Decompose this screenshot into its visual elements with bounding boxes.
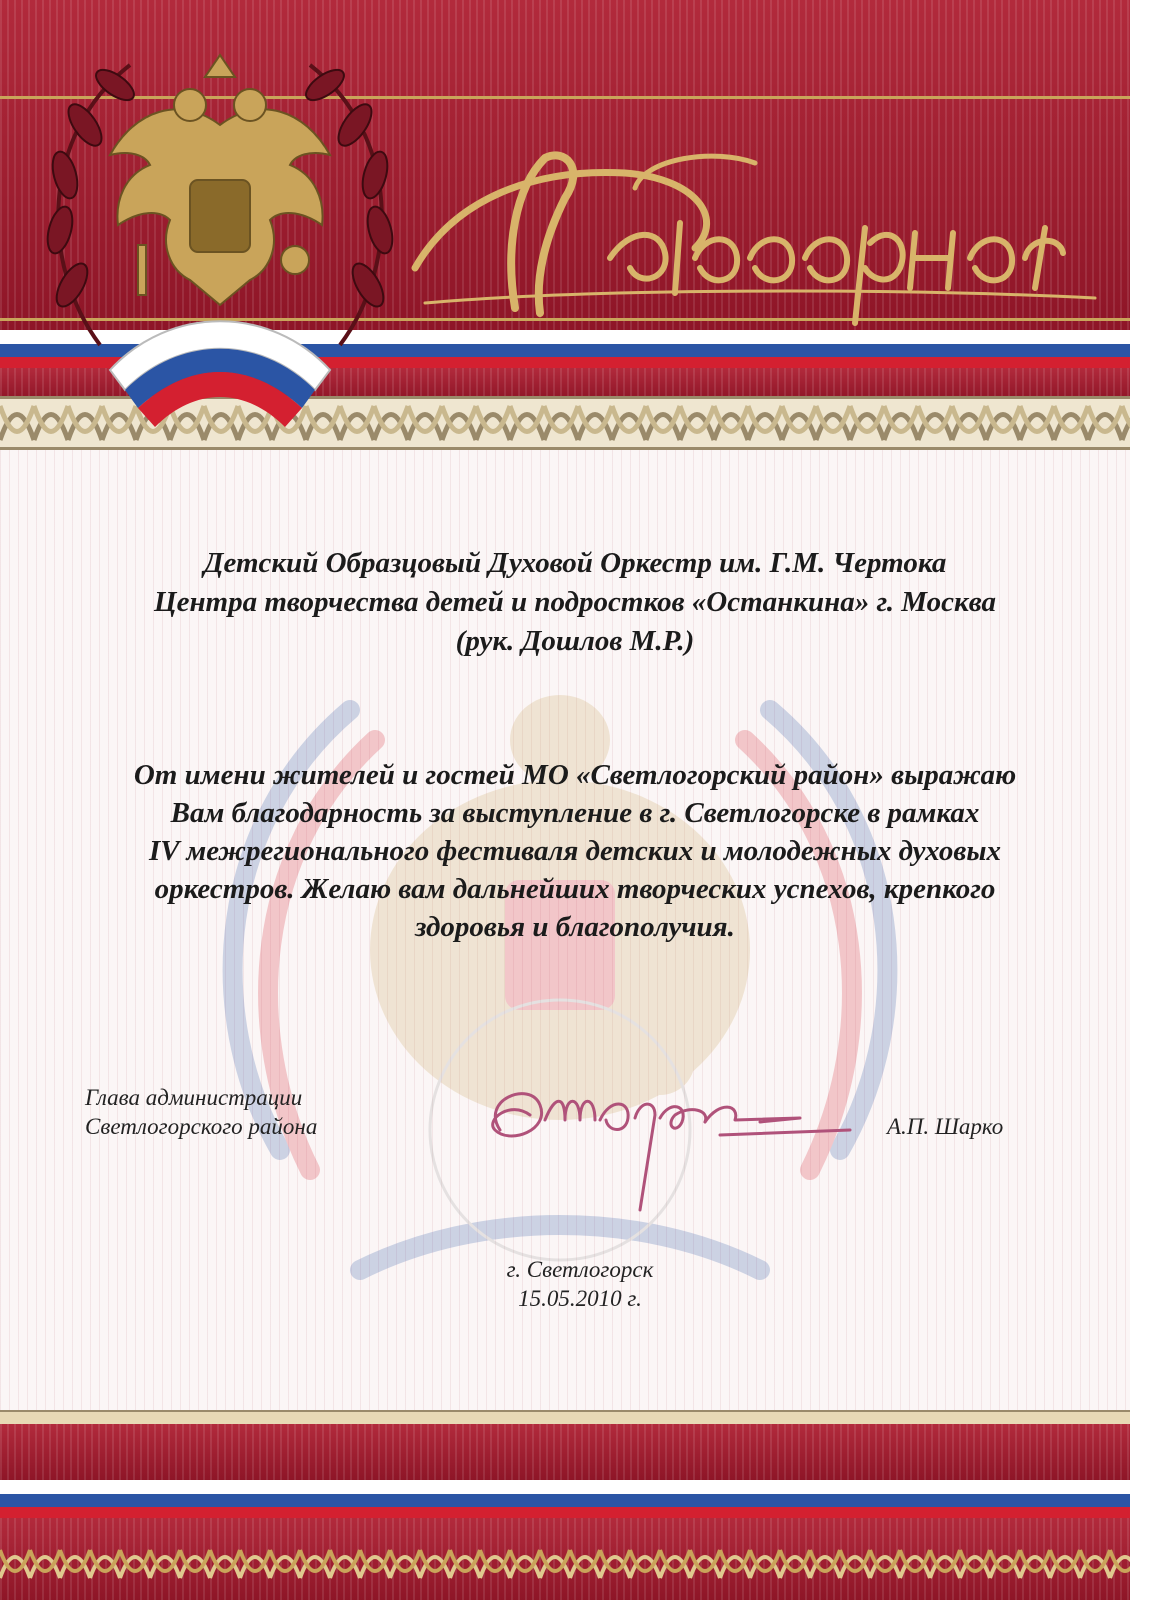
footer-flag-stripe-blue [0,1494,1130,1507]
place-and-date [380,1255,780,1313]
message-line: здоровья и благополучия. [415,911,735,943]
footer-red-band-upper [0,1424,1130,1480]
message-block [40,756,1110,946]
recipient-line: (рук. Дошлов М.Р.) [455,625,695,657]
message-line: Вам благодарность за выступление в г. Светлогорске в рамках [170,797,980,829]
message-line: От имени жителей и гостей МО «Светлогорский район» выражаю [133,759,1017,791]
signer-title [85,1083,317,1141]
signer-title-line: Глава администрации [85,1085,303,1110]
scan-margin [1130,0,1175,1600]
signer-title-line: Светлогорского района [85,1114,318,1139]
footer-flag-stripe-white [0,1480,1130,1494]
message-line: IV межрегионального фестиваля детских и молодежных духовых [149,835,1001,867]
recipient-line: Центра творчества детей и подростков «Останкина» г. Москва [154,586,996,618]
recipient-block [40,544,1110,661]
recipient-line: Детский Образцовый Духовой Оркестр им. Г.М. Чертока [203,547,947,579]
place: г. Светлогорск [506,1257,654,1282]
tricolor-ribbon-icon [110,321,330,427]
footer-flag-stripe-red [0,1507,1130,1518]
message-line: оркестров. Желаю вам дальнейших творческих успехов, крепкого [154,873,996,905]
signer-name: А.П. Шарко [887,1114,1004,1139]
date: 15.05.2010 г. [518,1286,642,1311]
